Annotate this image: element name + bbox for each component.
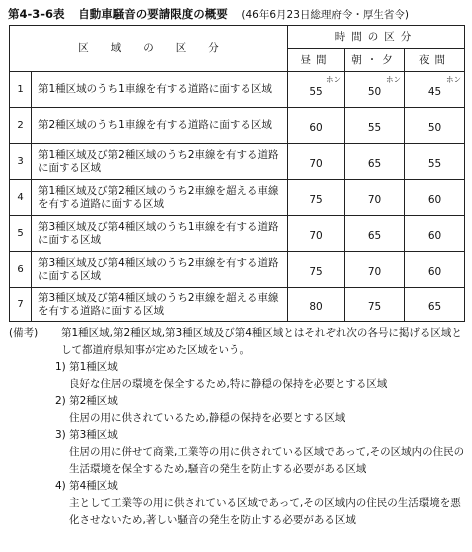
value-daytime: 75 bbox=[288, 180, 345, 216]
note-item-title: 3) 第3種区域 bbox=[55, 429, 118, 441]
row-number: 1 bbox=[10, 72, 32, 108]
value-morning-evening: ホン 50 bbox=[345, 72, 405, 108]
row-number: 3 bbox=[10, 144, 32, 180]
value-daytime: 70 bbox=[288, 144, 345, 180]
table-row bbox=[10, 288, 465, 322]
value-morning-evening: 65 bbox=[345, 144, 405, 180]
value-daytime: 75 bbox=[288, 252, 345, 288]
row-description: 第1種区域及び第2種区域のうち2車線を有する道路に面する区域 bbox=[32, 144, 288, 180]
header-morning-evening: 朝・夕 bbox=[345, 49, 405, 72]
header-area: 区域の区分 bbox=[10, 26, 288, 72]
header-time: 時間の区分 bbox=[288, 26, 465, 49]
value-daytime: 70 bbox=[288, 216, 345, 252]
row-number: 6 bbox=[10, 252, 32, 288]
table-number: 第4-3-6表 bbox=[8, 7, 65, 21]
table-row bbox=[10, 216, 465, 252]
value-night: 65 bbox=[405, 288, 465, 322]
unit-label: ホン bbox=[386, 75, 401, 84]
unit-label: ホン bbox=[446, 75, 462, 84]
row-number: 4 bbox=[10, 180, 32, 216]
value-night: 60 bbox=[405, 216, 465, 252]
value-morning-evening: 70 bbox=[345, 180, 405, 216]
value-morning-evening: 55 bbox=[345, 108, 405, 144]
value-night: 60 bbox=[405, 180, 465, 216]
value-daytime: 60 bbox=[288, 108, 345, 144]
row-description: 第3種区域及び第4種区域のうち2車線を有する道路に面する区域 bbox=[32, 252, 288, 288]
table-row bbox=[10, 108, 465, 144]
table-caption: 自動車騒音の要請限度の概要 bbox=[78, 7, 228, 21]
row-description: 第2種区域のうち1車線を有する道路に面する区域 bbox=[32, 108, 288, 144]
table-title bbox=[8, 7, 468, 22]
note-item-title: 2) 第2種区域 bbox=[55, 395, 118, 407]
table-source: (46年6月23日総理府令・厚生省令) bbox=[241, 9, 409, 21]
unit-label: ホン bbox=[326, 75, 341, 84]
note-item-title: 1) 第1種区域 bbox=[55, 361, 118, 373]
value-night: 55 bbox=[405, 144, 465, 180]
note-item-body: 住居の用に供されているため,静穏の保持を必要とする区域 bbox=[69, 412, 346, 424]
value-night: 60 bbox=[405, 252, 465, 288]
noise-limit-table bbox=[9, 25, 465, 322]
value-daytime: 80 bbox=[288, 288, 345, 322]
table-row bbox=[10, 144, 465, 180]
value-morning-evening: 70 bbox=[345, 252, 405, 288]
value-daytime: ホン 55 bbox=[288, 72, 345, 108]
row-description: 第3種区域及び第4種区域のうち1車線を有する道路に面する区域 bbox=[32, 216, 288, 252]
row-description: 第1種区域及び第2種区域のうち2車線を超える車線を有する道路に面する区域 bbox=[32, 180, 288, 216]
row-number: 5 bbox=[10, 216, 32, 252]
header-daytime: 昼間 bbox=[288, 49, 345, 72]
table-row bbox=[10, 180, 465, 216]
value-morning-evening: 65 bbox=[345, 216, 405, 252]
note-item-body: 主として工業等の用に供されている区域であって,その区域内の住民の生活環境を悪化させないため,著しい騒音の発生を防止する必要がある区域 bbox=[69, 497, 461, 526]
value-morning-evening: 75 bbox=[345, 288, 405, 322]
row-number: 2 bbox=[10, 108, 32, 144]
note-item-body: 良好な住居の環境を保全するため,特に静穏の保持を必要とする区域 bbox=[69, 378, 388, 390]
row-description: 第1種区域のうち1車線を有する道路に面する区域 bbox=[32, 72, 288, 108]
value-night: ホン 45 bbox=[405, 72, 465, 108]
header-night: 夜間 bbox=[405, 49, 465, 72]
notes-section bbox=[9, 325, 467, 529]
row-number: 7 bbox=[10, 288, 32, 322]
row-description: 第3種区域及び第4種区域のうち2車線を超える車線を有する道路に面する区域 bbox=[32, 288, 288, 322]
notes-intro: 第1種区域,第2種区域,第3種区域及び第4種区域とはそれぞれ次の各号に掲げる区域として都道府県知事が定めた区域をいう。 bbox=[61, 327, 462, 356]
value-night: 50 bbox=[405, 108, 465, 144]
note-item-title: 4) 第4種区域 bbox=[55, 480, 118, 492]
table-row bbox=[10, 252, 465, 288]
notes-label: (備考) bbox=[9, 327, 39, 339]
note-item-body: 住居の用に併せて商業,工業等の用に供されている区域であって,その区域内の住民の生活環境を保全するため,騒音の発生を防止する必要がある区域 bbox=[69, 446, 465, 475]
table-row bbox=[10, 72, 465, 108]
